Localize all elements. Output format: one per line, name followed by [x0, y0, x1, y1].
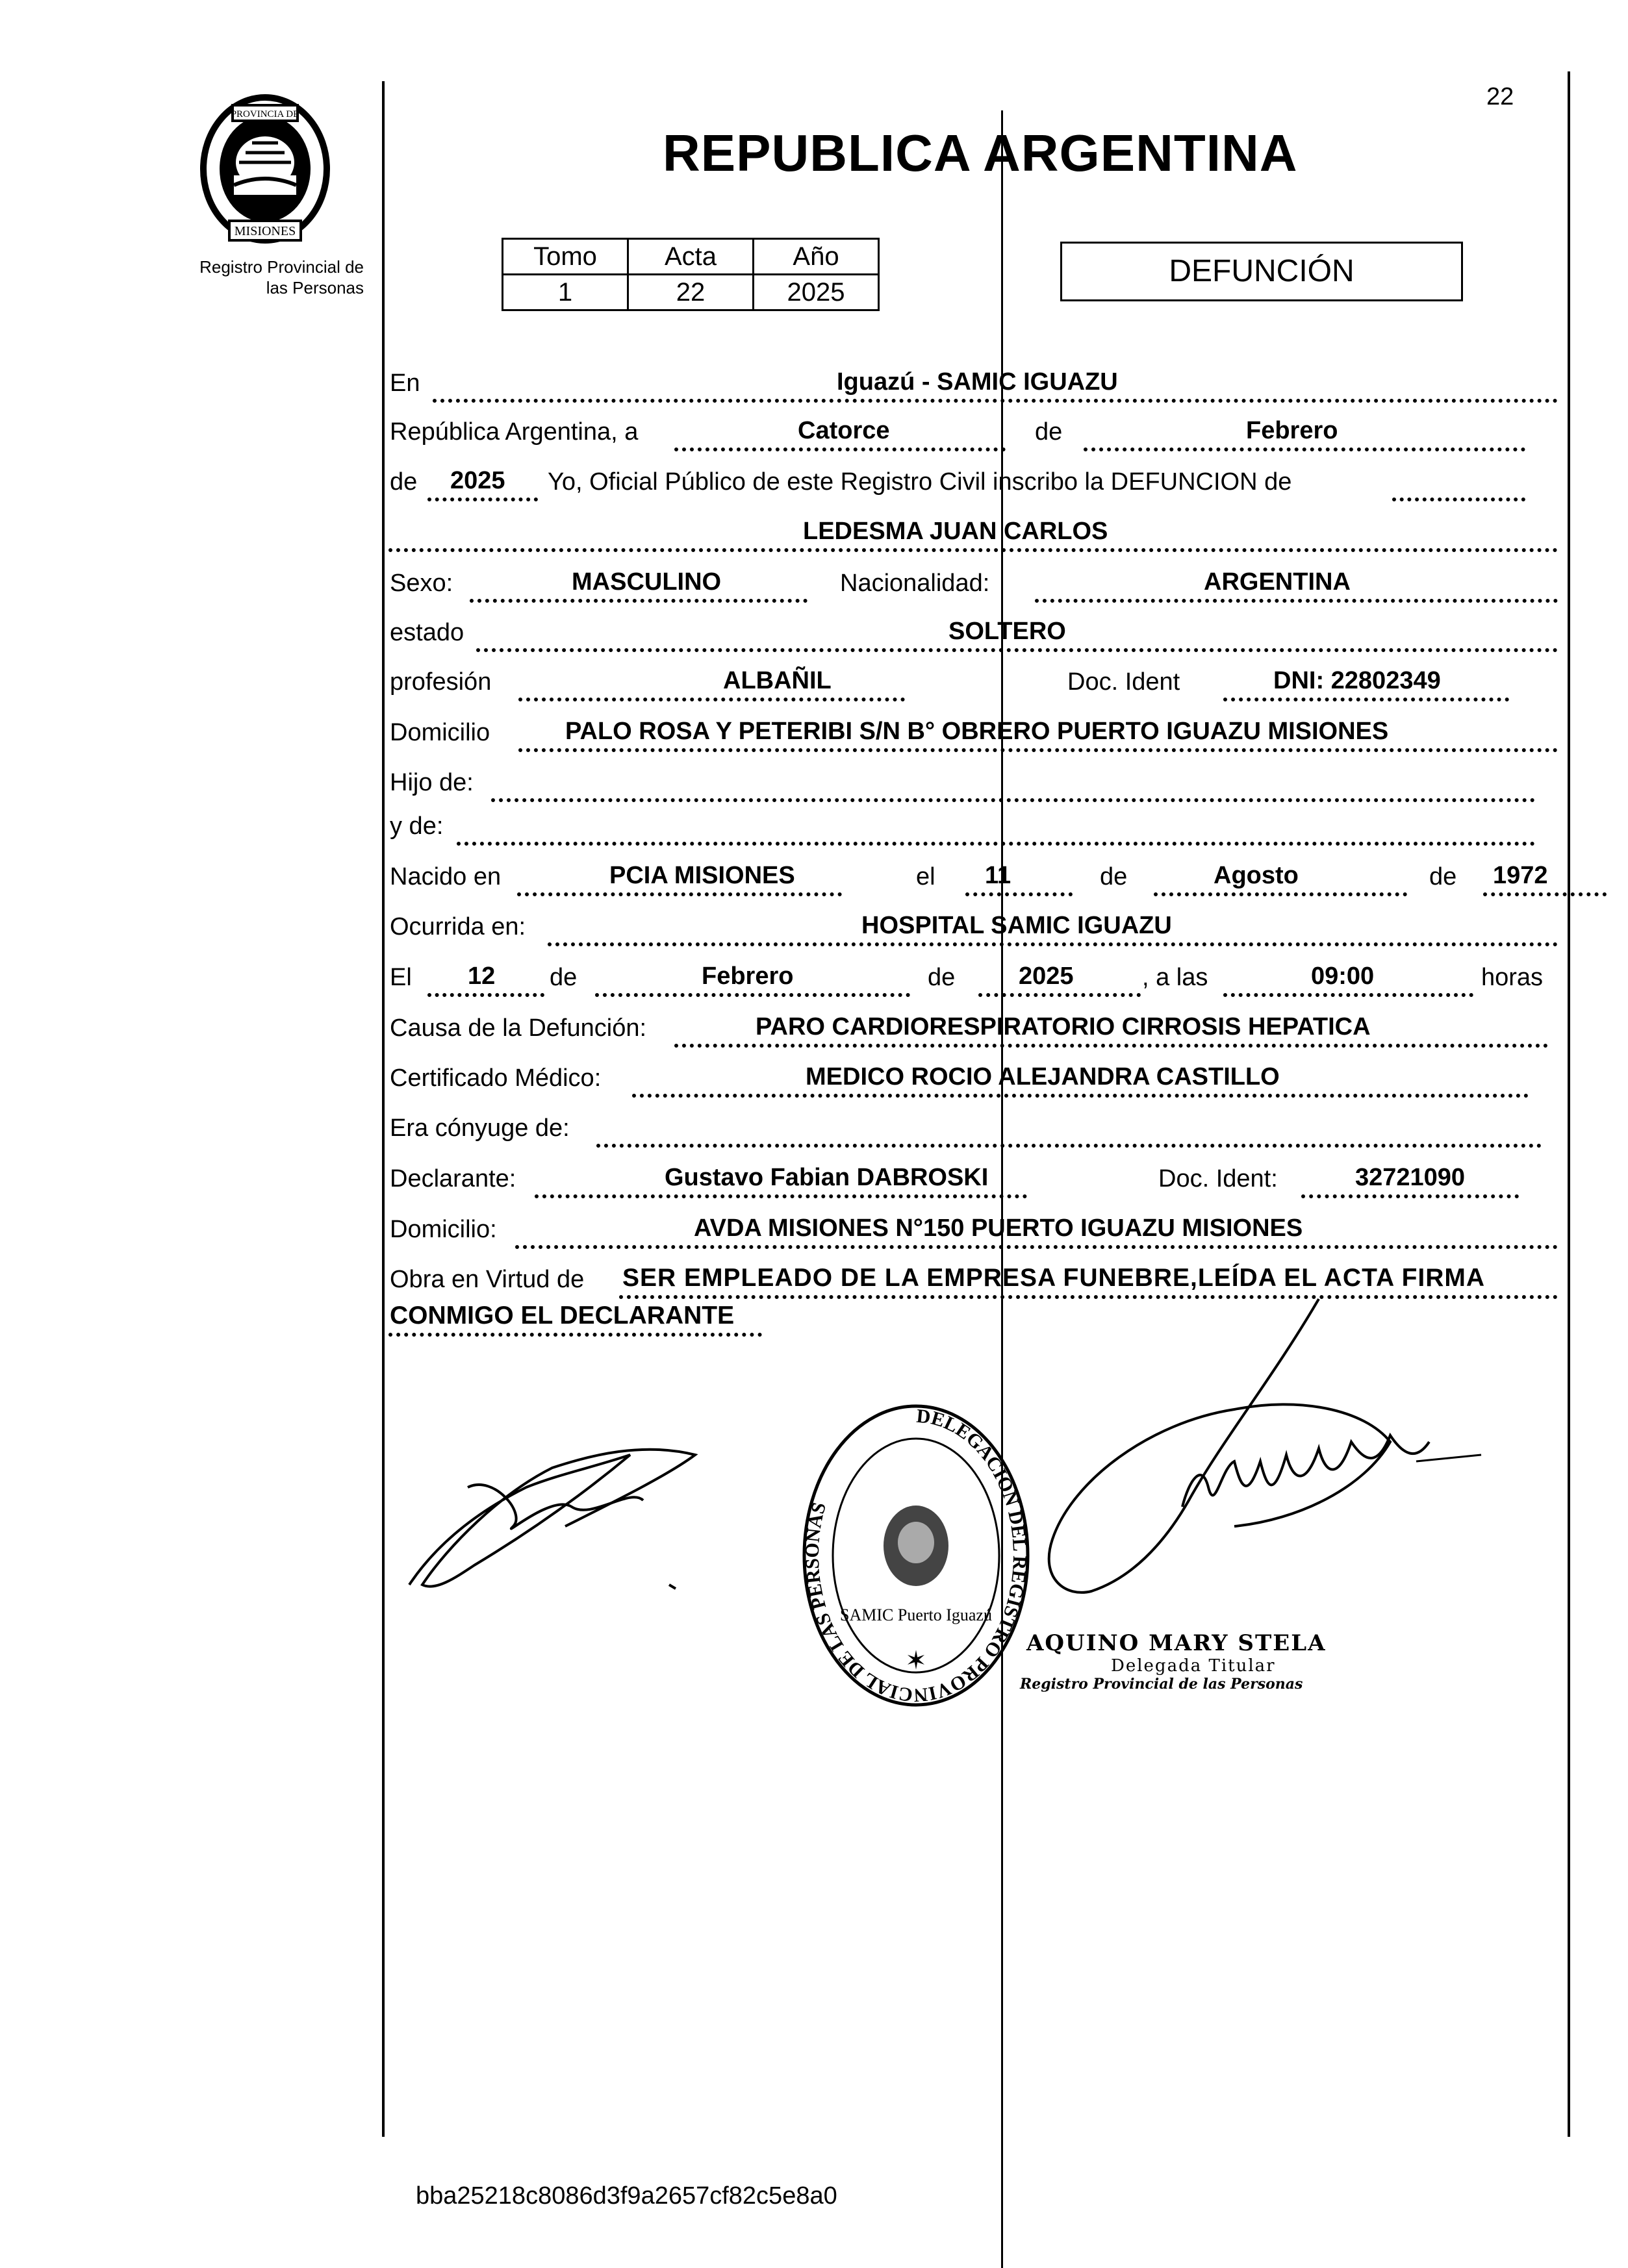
conyuge-label: Era cónyuge de: [390, 1115, 570, 1142]
doc-ident-label: Doc. Ident [1067, 668, 1180, 696]
table-header-ano: Año [754, 239, 879, 275]
month-value: Febrero [1246, 417, 1338, 444]
nacido-value: PCIA MISIONES [609, 862, 795, 889]
birth-de-label-2: de [1429, 863, 1457, 890]
death-de-label-2: de [928, 964, 956, 991]
death-time: 09:00 [1311, 963, 1375, 990]
registry-line-2: las Personas [266, 278, 364, 297]
tomo-acta-ano-table [502, 238, 880, 311]
decl-domicilio-value: AVDA MISIONES N°150 PUERTO IGUAZU MISIONES [694, 1215, 1303, 1242]
official-signature [1026, 1292, 1494, 1604]
domicilio-label: Domicilio [390, 719, 490, 746]
row-profesion [388, 649, 1558, 701]
death-month: Febrero [702, 963, 794, 990]
inscribo-text: Yo, Oficial Público de este Registro Civil inscribo la DEFUNCION de [548, 468, 1292, 496]
birth-year: 1972 [1493, 862, 1548, 889]
profesion-label: profesión [390, 668, 492, 696]
page-title: REPUBLICA ARGENTINA [663, 124, 1298, 182]
yde-field [457, 796, 1535, 846]
day-value: Catorce [798, 417, 890, 444]
left-margin-line [382, 81, 385, 2137]
row-certificado [388, 1046, 1558, 1098]
yde-label: y de: [390, 813, 444, 840]
birth-month: Agosto [1214, 862, 1299, 889]
row-causa [388, 996, 1558, 1048]
province-seal-icon [194, 91, 337, 247]
table-value-acta: 22 [628, 275, 754, 310]
row-yde [388, 794, 1558, 846]
row-decl-domicilio [388, 1197, 1558, 1249]
decl-doc-value: 32721090 [1355, 1164, 1466, 1191]
birth-de-label-1: de [1100, 863, 1128, 890]
horas-label: horas [1481, 964, 1544, 991]
hijo-label: Hijo de: [390, 769, 474, 796]
row-estado [388, 600, 1558, 652]
table-header-acta: Acta [628, 239, 754, 275]
row-name [388, 500, 1558, 552]
obra-label: Obra en Virtud de [390, 1266, 585, 1293]
row-republica [388, 399, 1558, 451]
obra-value-line2: CONMIGO EL DECLARANTE [390, 1302, 735, 1329]
obra-value-line1: SER EMPLEADO DE LA EMPRESA FUNEBRE,LEÍDA EL ACTA FIRMA [622, 1264, 1486, 1292]
decl-domicilio-label: Domicilio: [390, 1216, 497, 1243]
page-number: 22 [1486, 83, 1514, 110]
conyuge-field [596, 1098, 1542, 1148]
deceased-name: LEDESMA JUAN CARLOS [803, 518, 1108, 545]
en-value: Iguazú - SAMIC IGUAZU [837, 368, 1118, 396]
table-header-tomo: Tomo [503, 239, 628, 275]
row-nacido [388, 844, 1558, 896]
document-type-box: DEFUNCIÓN [1060, 242, 1463, 301]
alas-label: , a las [1142, 964, 1208, 991]
row-conyuge [388, 1096, 1558, 1148]
signature-name: AQUINO MARY STELA [1026, 1630, 1327, 1656]
birth-day: 11 [985, 862, 1011, 889]
causa-label: Causa de la Defunción: [390, 1014, 647, 1042]
estado-label: estado [390, 619, 464, 646]
row-declarante [388, 1146, 1558, 1198]
profesion-value: ALBAÑIL [723, 667, 832, 694]
el2-label: El [390, 964, 412, 991]
signature-block [1020, 1630, 1327, 1693]
row-sexo [388, 551, 1558, 603]
inscribo-field [1392, 452, 1525, 501]
stamp-inner-text: SAMIC Puerto Iguazú [840, 1606, 992, 1624]
seal-top-text: PROVINCIA DE [231, 109, 299, 120]
en-label: En [390, 370, 420, 397]
row-ocurrida [388, 894, 1558, 946]
registry-stamp [796, 1396, 1036, 1715]
registry-line-1: Registro Provincial de [199, 257, 364, 277]
sexo-value: MASCULINO [572, 568, 722, 596]
table-value-ano: 2025 [754, 275, 879, 310]
causa-value: PARO CARDIORESPIRATORIO CIRROSIS HEPATICA [756, 1013, 1371, 1040]
domicilio-value: PALO ROSA Y PETERIBI S/N B° OBRERO PUERTO IGUAZU MISIONES [565, 718, 1389, 745]
death-day: 12 [468, 963, 496, 990]
declarante-label: Declarante: [390, 1165, 516, 1192]
certificado-value: MEDICO ROCIO ALEJANDRA CASTILLO [806, 1063, 1280, 1090]
death-de-label-1: de [550, 964, 578, 991]
signature-role: Delegada Titular [1111, 1656, 1276, 1676]
profesion-field [518, 652, 905, 701]
stamp-ring-text: DELEGACION DEL REGISTRO PROVINCIAL DE LAS PERSONAS [801, 1405, 1031, 1706]
seal-bottom-text: MISIONES [234, 224, 296, 238]
estado-value: SOLTERO [948, 618, 1066, 645]
nacionalidad-value: ARGENTINA [1204, 568, 1351, 596]
table-value-tomo: 1 [503, 275, 628, 310]
signature-office: Registro Provincial de las Personas [1020, 1676, 1303, 1693]
declarante-value: Gustavo Fabian DABROSKI [665, 1164, 989, 1191]
el-label: el [916, 863, 935, 890]
nacionalidad-label: Nacionalidad: [840, 570, 990, 597]
sexo-label: Sexo: [390, 570, 453, 597]
row-domicilio [388, 700, 1558, 752]
stamp-star-icon: ✶ [905, 1646, 927, 1675]
certificado-label: Certificado Médico: [390, 1065, 602, 1092]
nacido-label: Nacido en [390, 863, 502, 890]
year-value: 2025 [450, 467, 505, 494]
row-fecha-muerte [388, 945, 1558, 997]
declarant-signature [396, 1416, 721, 1611]
right-margin-line [1568, 71, 1570, 2137]
decl-doc-label: Doc. Ident: [1158, 1165, 1278, 1192]
birth-day-field [965, 847, 1073, 896]
ocurrida-label: Ocurrida en: [390, 913, 526, 940]
row-year [388, 449, 1558, 501]
republica-label: República Argentina, a [390, 418, 639, 446]
de-label: de [1035, 418, 1063, 446]
death-year: 2025 [1019, 963, 1074, 990]
document-hash: bba25218c8086d3f9a2657cf82c5e8a0 [416, 2182, 837, 2210]
row-en [388, 351, 1558, 403]
de-year-label: de [390, 468, 418, 496]
ocurrida-value: HOSPITAL SAMIC IGUAZU [861, 912, 1172, 939]
registry-label [162, 257, 364, 298]
doc-ident-value: DNI: 22802349 [1273, 667, 1441, 694]
